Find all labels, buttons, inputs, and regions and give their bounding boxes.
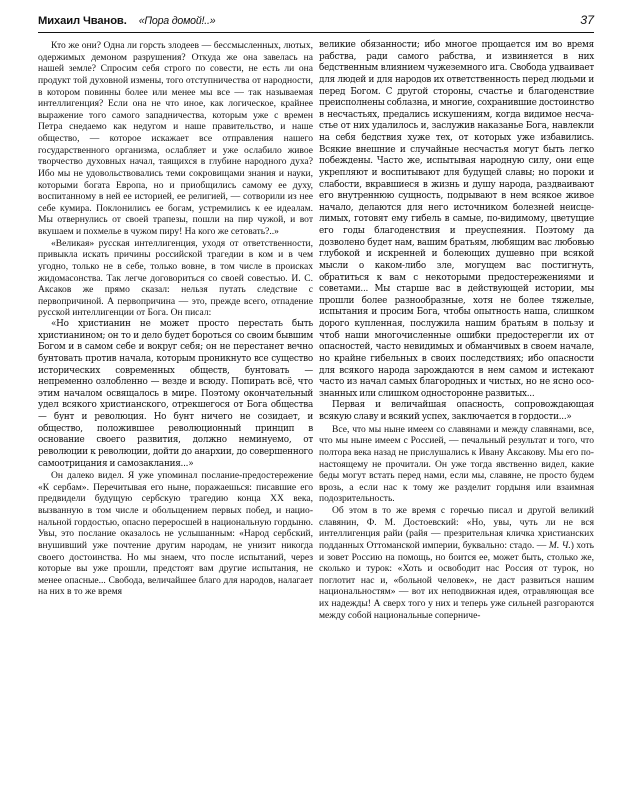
text-column-right [319, 40, 594, 792]
text-column-left [38, 40, 313, 792]
running-head-left [38, 15, 215, 27]
paragraph: «Но христианин не может просто перестать быть христианином; он то и дело будет бороться со своим бывшим Богом и в самом себе и вокруг себя; он не перестанет вечно бунтовать против начала, которым проникнуто все существо исторических современных обществ, бунтовать — непременно озлобленно — везде и всюду. Попирать всё, что этим началом освящалось в мире. Поэтому окончательный удел всякого христианского, отрекшегося от Бога общества — бунт и революция. Но бунт ничего не созидает, и общество, положившее революционный принцип в основание своего развития, должно неминуемо, от революции к революции, дойти до анархии, до совершенного самоотрицания и самозаклания...» [38, 319, 313, 469]
page-number: 37 [580, 13, 594, 27]
paragraph: «Великая» русская интеллигенция, уходя от ответственности, привыкла искать причины российской трагедии в ком и в чем угодно, только не в себе, только вовне, в том числе в происках жидомасонства. Так легче договориться со своей совестью. И. С. Аксаков же прямо сказал: нельзя путать следствие с первопричиной. А первопричина — это, прежде всего, отпадение русской интеллигенции от Бога. Он писал: [38, 237, 313, 319]
running-head [38, 13, 594, 33]
paragraph: Все, что мы ныне имеем со славянами и между славянами, все, что мы ныне имеем с Россией, — печальный результат и того, что полтора века назад не прислушались к Ивану Аксакову. Мы его по-настоящему не прочитали. Он уже тогда явственно видел, какие беды могут встать перед нами, если мы, славяне, не просто будем врозь, а если нас к тому же разделит гордыня или взаимная подозрительность. [319, 423, 594, 505]
body-text-area [38, 40, 594, 792]
paragraph: Кто же они? Одна ли горсть злодеев — бессмысленных, лютых, одержимых демоном разрушения? Откуда же она завелась на нашей земле? Спросим себя строго по совести, не есть ли она продукт той духовной измены, того отступничества от народности, в котором повинны более или менее мы все — так называемая интеллигенция? Если она не что иное, как логическое, крайнее выражение того самого западничества, которым уже с времен Петра снедаемо как недугом и наше правительство, и наше общество, — которое искажает все отправления нашего государственного организма, ослабляет и уже ослабило живое творчество духовных начал, таящихся в глубине народного духа? Ибо мы не удовольствовались теми сокровищами знания и науки, которыми богата Европа, но и приобщились самому ее духу, воспитанному в ней ее историей, ее религией, — сотворили из нее себе кумира. Поклонились ее богам, устремились к ее идеалам. Мы отвернулись от своей трапезы, пошли на пир чужой, и вот вкушаем и похмелье в чужом пиру! На кого же сетовать?..» [38, 40, 313, 237]
editor-initials: М. Ч. [548, 539, 571, 551]
paragraph: Первая и величайшая опасность, сопровождающая всякую славу и всякий успех, заключается в гордости...» [319, 400, 594, 422]
running-head-author: Михаил Чванов. [38, 15, 127, 27]
paragraph: великие обязанности; ибо многое прощается им во время рабства, ради самого рабства, и извиняется в них бедственным влиянием чужеземного ига. Свобода удваивает для людей и для народов их ответственность перед людьми и перед Богом. С другой стороны, счастье и благоденствие преисполнены соблазна, и многие, сохранившие достоинство в несчастьях, предались искушениям, когда видимое несчастье от них удалилось и, заслужив наказанье Бога, навлекли на себя бедствия хуже тех, от которых уже избавились. Всякие внешние и случайные несчастья могут быть легко побеждены. Часто же, испытывая народную силу, они еще укрепляют и воспитывают для будущей славы; но пороки и слабости, вкравшиеся в жизнь и душу народа, раздваивают его внутреннюю сущность, подрывают в нем всякое живое начало, делаются для него источником болезней неисцелимых, готовят ему гибель в самые, по-видимому, цветущие его годы благоденствия и преуспеяния. Поэтому да дозволено будет нам, вашим братьям, любящим вас любовью глубокой и искренней и болеющих душевно при всякой мысли о каком-либо зле, могущем вас постигнуть, обратиться к вам с некоторыми предостережениями и советами... Мы старше вас в действующей истории, мы прошли более разнообразные, хотя не более тяжелые, испытания и просим Бога, чтобы опытность наша, слишком дорого купленная, послужила нашим братьям в пользу и чтоб наши многочисленные ошибки предостерегли их от опасностей, часто невидимых и обманчивых в своем начале, но крайне гибельных в своих последствиях; ибо опасности для всякого народа зарождаются в нем самом и истекают часто из начал самых благородных и чистых, но не ясно осознанных или слишком односторонне развитых... [319, 40, 594, 399]
paragraph: Об этом в то же время с горечью писал и другой великий славянин, Ф. М. Достоевский: «Но, увы, чуть ли не вся интеллигенция райи (райя — презрительная кличка христианских подданных Оттоманской империи, буквально: стадо. — М. Ч.) хоть и зовет Россию на помощь, но боится ее, может быть, столько же, сколько и турок: «Хоть и освободит нас Россия от турок, но поглотит нас и, «больной человек», не даст развиться нашим национальностям» — вот их неподвижная идея, отравляющая все их надежды! А сверх того у них и теперь уже сильней разгораются между собой национальные соперниче- [319, 505, 594, 621]
running-head-work-title: «Пора домой!..» [138, 15, 216, 27]
paragraph: Он далеко видел. Я уже упоминал послание-предостережение «К сербам». Перечитывая его ныне, поражаешься: писавшие его предвидели будущую сербскую трагедию конца XX века, вызванную в том числе и обольщением первых побед, и национальной гордостью, опасно переросшей в национальную гордыню. Увы, это послание оказалось не услышанным: «Народ сербский, внушивший уже почтение другим народам, не унизит никогда своего достоинства. Но мы знаем, что после испытаний, через которые вы уже прошли, предстоят вам другие испытания, не менее опасные... Свобода, величайшее благо для народов, налагает на них в то же время [38, 470, 313, 598]
